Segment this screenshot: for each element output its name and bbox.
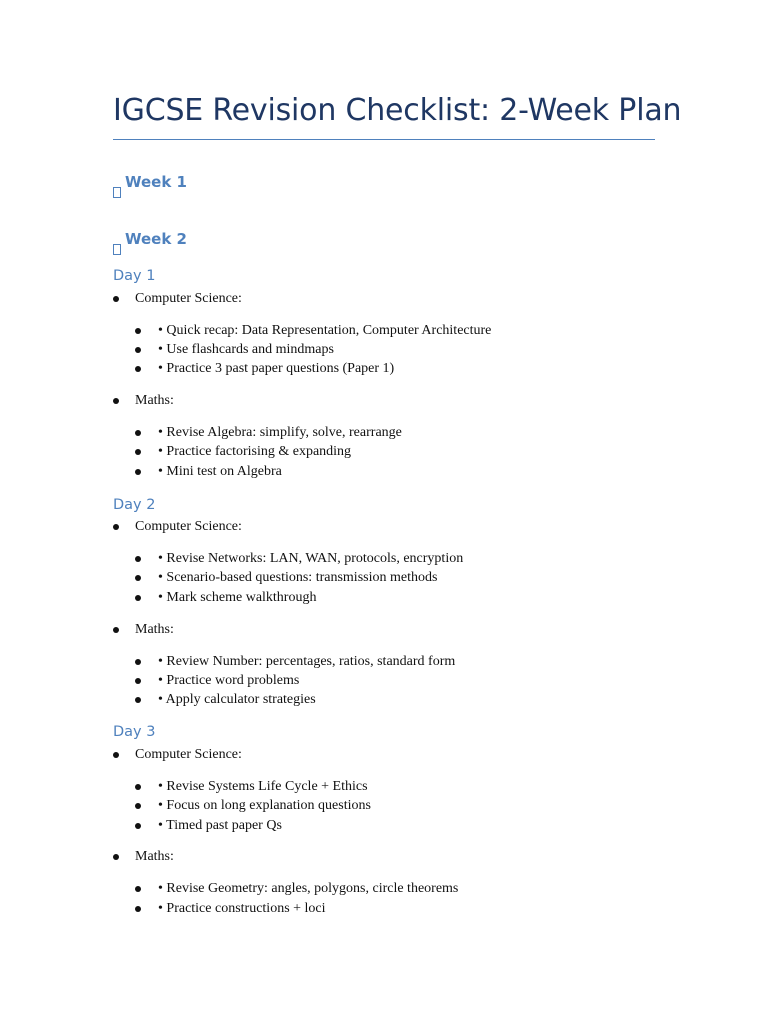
bullet-icon [135,678,141,684]
bullet-icon [135,784,141,790]
bullet-icon [113,752,119,758]
week-2-heading [113,230,187,255]
subject-label: Computer Science: [135,291,242,306]
bullet-icon [113,398,119,404]
bullet-icon [135,906,141,912]
bullet-icon [135,595,141,601]
list-item-text: • Practice constructions + loci [158,901,326,916]
bullet-icon [135,823,141,829]
list-item-text: • Revise Systems Life Cycle + Ethics [158,779,368,794]
list-item-text: • Review Number: percentages, ratios, standard form [158,654,456,669]
list-item-text: • Mark scheme walkthrough [158,590,317,605]
bullet-icon [135,430,141,436]
checkbox-icon [113,244,121,255]
subject-label: Maths: [135,622,174,637]
bullet-icon [135,659,141,665]
bullet-icon [135,575,141,581]
day-2-heading: Day 2 [113,497,156,513]
bullet-icon [135,328,141,334]
list-item-text: • Practice word problems [158,673,300,688]
list-item-text: • Revise Networks: LAN, WAN, protocols, encryption [158,551,464,566]
bullet-icon [135,469,141,475]
title-underline [113,139,655,140]
bullet-icon [135,556,141,562]
list-item-text: • Revise Algebra: simplify, solve, rearrange [158,425,402,440]
subject-label: Maths: [135,849,174,864]
list-item-text: • Mini test on Algebra [158,464,282,479]
list-item-text: • Quick recap: Data Representation, Computer Architecture [158,323,492,338]
bullet-icon [135,803,141,809]
list-item-text: • Practice 3 past paper questions (Paper 1) [158,361,395,376]
list-item-text: • Revise Geometry: angles, polygons, circle theorems [158,881,459,896]
page-title: IGCSE Revision Checklist: 2-Week Plan [113,93,682,128]
list-item-text: • Practice factorising & expanding [158,444,352,459]
bullet-icon [113,296,119,302]
list-item-text: • Apply calculator strategies [158,692,316,707]
checkbox-icon [113,187,121,198]
day-3-heading: Day 3 [113,724,156,740]
list-item-text: • Use flashcards and mindmaps [158,342,334,357]
subject-label: Computer Science: [135,519,242,534]
bullet-icon [113,854,119,860]
bullet-icon [135,449,141,455]
bullet-icon [113,524,119,530]
week-label: Week 1 [125,173,187,191]
bullet-icon [135,347,141,353]
bullet-icon [135,697,141,703]
bullet-icon [113,627,119,633]
bullet-icon [135,886,141,892]
list-item-text: • Timed past paper Qs [158,818,282,833]
bullet-icon [135,366,141,372]
list-item-text: • Scenario-based questions: transmission methods [158,570,438,585]
week-label: Week 2 [125,230,187,248]
subject-label: Computer Science: [135,747,242,762]
week-1-heading [113,173,187,198]
list-item-text: • Focus on long explanation questions [158,798,371,813]
day-1-heading: Day 1 [113,268,156,284]
subject-label: Maths: [135,393,174,408]
